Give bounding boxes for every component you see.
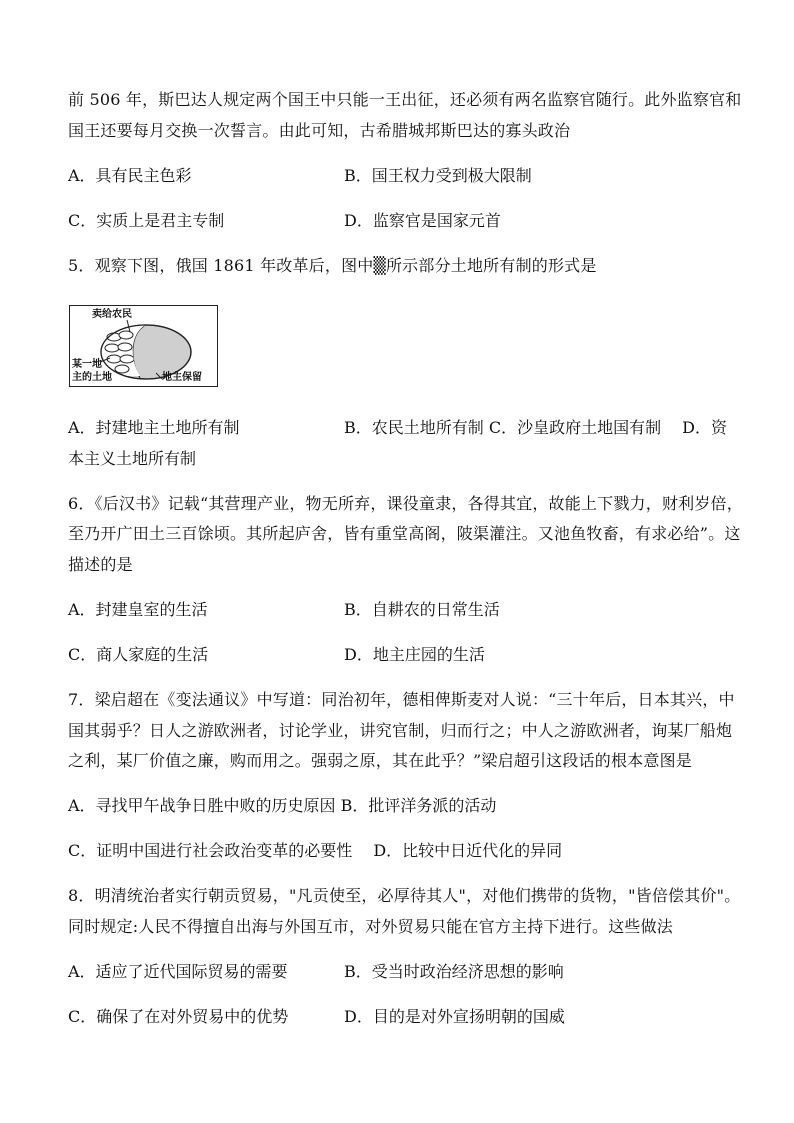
q4-option-b[interactable]: B．国王权力受到极大限制 — [344, 166, 532, 185]
q5-option-d-cont: 本主义土地所有制 — [68, 449, 197, 468]
q8-stem-line-2: 同时规定:人民不得擅自出海与外国互市，对外贸易只能在官方主持下进行。这些做法 — [68, 917, 673, 936]
q8-option-b[interactable]: B．受当时政治经济思想的影响 — [344, 962, 564, 981]
label-landlord-land-1: 某一地 — [72, 359, 102, 370]
q6-option-d[interactable]: D．地主庄园的生活 — [344, 645, 485, 664]
q8-option-a[interactable]: A．适应了近代国际贸易的需要 — [68, 962, 288, 981]
q6-option-a[interactable]: A．封建皇室的生活 — [68, 600, 208, 619]
q5-options-b-c-d[interactable]: B．农民土地所有制 C．沙皇政府土地国有制 D．资 — [344, 418, 728, 437]
q7-stem-line-2: 国其弱乎？日人之游欧洲者，讨论学业，讲究官制，归而行之；中人之游欧洲者，询某厂船炮 — [68, 721, 733, 740]
q6-stem-line-3: 描述的是 — [68, 555, 133, 574]
q8-option-d[interactable]: D．目的是对外宣扬明朝的国威 — [344, 1007, 565, 1026]
q6-option-b[interactable]: B．自耕农的日常生活 — [344, 600, 500, 619]
q6-stem-line-2: 至乃开广田土三百馀顷。其所起庐舍，皆有重堂高阁，陂渠灌注。又池鱼牧畜，有求必给”。这 — [68, 524, 741, 543]
q6-stem-line-1: 6．《后汉书》记载“其营理产业，物无所弃，课役童隶，各得其宜，故能上下戮力，财利岁倍， — [68, 494, 743, 513]
q8-stem-line-1: 8．明清统治者实行朝贡贸易，"凡贡使至，必厚待其人"，对他们携带的货物，"皆倍偿其价"。 — [68, 886, 741, 905]
q7-options-c-d[interactable]: C．证明中国进行社会政治变革的必要性 D．比较中日近代化的异同 — [68, 841, 563, 860]
q4-stem-line-2: 国王还要每月交换一次誓言。由此可知，古希腊城邦斯巴达的寡头政治 — [68, 121, 571, 140]
label-landlord-land-2: 主的土地 — [72, 372, 112, 383]
q6-option-c[interactable]: C．商人家庭的生活 — [68, 645, 209, 664]
q5-option-a[interactable]: A．封建地主土地所有制 — [68, 418, 240, 437]
label-landlord-retained: 地主保留 — [162, 372, 202, 383]
q7-options-a-b[interactable]: A．寻找甲午战争日胜中败的历史原因 B．批评洋务派的活动 — [68, 796, 497, 815]
label-sold-to-peasants: 卖给农民 — [92, 309, 132, 320]
q4-option-a[interactable]: A．具有民主色彩 — [68, 166, 192, 185]
q4-stem-line-1: 前 506 年，斯巴达人规定两个国王中只能一王出征，还必须有两名监察官随行。此外监察官和 — [68, 90, 742, 109]
land-ownership-diagram — [69, 305, 218, 387]
q7-stem-line-1: 7．梁启超在《变法通议》中写道：同治初年，德相俾斯麦对人说：“三十年后，日本其兴，中 — [68, 690, 735, 709]
q8-option-c[interactable]: C．确保了在对外贸易中的优势 — [68, 1007, 289, 1026]
q4-option-d[interactable]: D．监察官是国家元首 — [344, 211, 501, 230]
q5-stem: 5．观察下图，俄国 1861 年改革后，图中▒所示部分土地所有制的形式是 — [68, 256, 597, 275]
q7-stem-line-3: 之利，某厂价值之廉，购而用之。强弱之原，其在此乎？”梁启超引这段话的根本意图是 — [68, 751, 692, 770]
q4-option-c[interactable]: C．实质上是君主专制 — [68, 211, 225, 230]
